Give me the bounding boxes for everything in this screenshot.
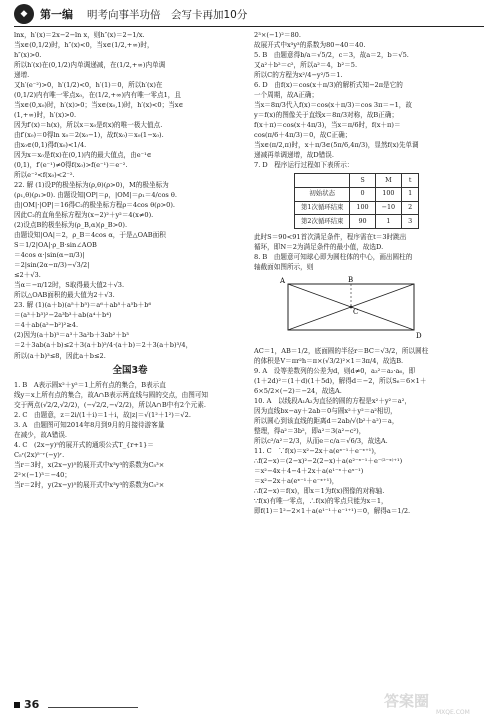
left-solution-lines [14, 30, 246, 361]
table-cell: 1 [402, 187, 419, 201]
text-line: y＝f(x)的图像关于直线x＝8π/3对称，故B正确； [254, 111, 399, 120]
text-line: ＝2|sin(2α−π/3)−√3/2| [14, 261, 90, 270]
right-column [254, 30, 486, 517]
text-line: ∴f(2−x)＝(2−x)²−2(2−x)＋a(e²⁻ˣ⁻¹＋e⁻⁽²⁻ˣ⁾⁺¹) [254, 457, 403, 466]
text-line: 又h′(e⁻²)>0，h′(1/2)<0，h′(1)＝0，所以h′(x)在 [14, 81, 163, 90]
text-line: (ρ₁,θ)(ρ₁>0). 由题设知|OP|＝ρ，|OM|＝ρ₁＝4/cos θ. [14, 191, 177, 200]
text-line: 所以△OAB面积的最大值为2＋√3. [14, 291, 115, 300]
text-line: 所以C的方程为x²/4−y²/5＝1. [254, 71, 343, 80]
watermark-text: 答案圈 [384, 692, 430, 710]
text-line: (1＋2d)²＝(1＋d)(1＋5d)，解得d＝−2，所以S₆＝6×1＋ [254, 377, 427, 386]
book-logo-icon: ◆ [14, 4, 34, 24]
table-cell: 2 [402, 201, 419, 215]
text-line: AC＝1，AB＝1/2，底面圆的半径r＝BC＝√3/2，所以圆柱 [254, 347, 429, 356]
text-line: ∴f(2−x)＝f(x)，即x＝1为f(x)图像的对称轴. [254, 487, 385, 496]
right-solution-lines-after [254, 346, 486, 516]
text-line: 8. B 由题意可知球心即为圆柱体的中心，画出圆柱的 [254, 253, 413, 262]
text-line: 循环，即N＝2为满足条件的最小值，故选D. [254, 243, 384, 252]
table-cell: 0 [350, 187, 375, 201]
text-line: 即f(1)＝1²−2×1＋a(e¹⁻¹＋e⁻¹⁺¹)＝0，解得a＝1/2. [254, 507, 411, 516]
right-solution-lines-mid [254, 232, 486, 272]
text-line: 23. 解 (1)(a＋b)(a⁵＋b⁵)＝a⁶＋ab⁵＋a⁵b＋b⁶ [14, 301, 152, 310]
text-line: 因为直线bx−ay＋2ab＝0与圆x²＋y²＝a²相切， [254, 407, 397, 416]
text-line: 3. A 由题图可知2014年8月到9月的月接待游客量 [14, 421, 165, 430]
text-line: ＝x²−2x＋a(eˣ⁻¹＋e⁻ˣ⁺¹)， [254, 477, 339, 486]
text-line: 因为f′(x)＝h(x)，所以x＝x₀是f(x)的唯一极大值点. [14, 121, 163, 130]
text-line: ＝4＋ab(a²−b²)²≥4. [14, 321, 79, 330]
left-solution-lines-after [14, 380, 246, 490]
label-b: B [348, 276, 354, 285]
text-line: h″(x)>0. [14, 51, 42, 60]
text-line: 的体积是V＝πr²h＝π×(√3/2)²×1＝3π/4，故选B. [254, 357, 404, 366]
text-line: 由题设知|OA|＝2，ρ_B＝4cos α，于是△OAB面积 [14, 231, 166, 240]
text-line: 因为x＝x₀是f(x)在(0,1)内的最大值点，由e⁻¹∈ [14, 151, 152, 160]
table-cell: 初始状态 [295, 187, 350, 201]
table-cell: 第1次循环结束 [295, 201, 350, 215]
text-line: ＝4cos α·|sin(α−π/3)| [14, 251, 85, 260]
text-line: (2)因为(a＋b)³＝a³＋3a²b＋3ab²＋b³ [14, 331, 129, 340]
text-line: 由x₀∈(0,1)得f(x₀)<1/4. [14, 141, 87, 150]
text-line: 递增. [14, 71, 30, 80]
text-line: 4. C (2x−y)⁵的展开式的通项公式T_{r+1}＝ [14, 441, 154, 450]
text-line: 所以(a＋b)³≤8，因此a＋b≤2. [14, 351, 106, 360]
table-cell: −10 [375, 201, 402, 215]
text-line: 1. B A表示圆x²＋y²＝1上所有点的集合，B表示直 [14, 380, 166, 389]
text-line: 交于两点(√2/2,√2/2)，(−√2/2,−√2/2)，所以A∩B中有2个元素. [14, 400, 206, 409]
label-a: A [280, 277, 286, 286]
right-solution-lines [254, 30, 486, 170]
cylinder-axial-section-figure [276, 274, 486, 343]
text-line: cos(π/6＋4π/3)＝0，故C正确； [254, 131, 352, 140]
table-cell: 100 [350, 201, 375, 215]
table-row [295, 201, 419, 215]
text-line: ∵f(x)有唯一零点，∴f(x)的零点只能为x＝1， [254, 497, 388, 506]
text-line: 递减再单调递增，故D错误. [254, 151, 334, 160]
label-d: D [416, 332, 422, 341]
table-row [295, 187, 419, 201]
text-line: 由f′(x₀)＝0得ln x₀＝2(x₀−1)，故f(x₀)＝x₀(1−x₀). [14, 131, 164, 140]
text-line: 在减少，故A错误. [14, 431, 68, 440]
text-line: 由|OM|·|OP|＝16得C₂的极坐标方程ρ＝4cos θ(ρ>0). [14, 201, 176, 210]
table-cell [295, 174, 350, 188]
text-line: 9. A 设等差数列的公差为d，则d≠0，a₃²＝a₂·a₆，即 [254, 367, 416, 376]
text-line: 7. D 程序运行过程如下表所示： [254, 161, 354, 170]
text-line: 10. A 以线段A₁A₂为直径的圆的方程是x²＋y²＝a²， [254, 397, 411, 406]
table-cell: 100 [375, 187, 402, 201]
text-line: 此时S＝90<91首次满足条件，程序需在t＝3时跳出 [254, 233, 407, 242]
text-line: 6. D 由f(x)＝cos(x＋π/3)的解析式知−2π是它的 [254, 81, 403, 90]
text-line: 因此C₂的直角坐标方程为(x−2)²＋y²＝4(x≠0). [14, 211, 154, 220]
watermark-subtext: MXQE.COM [436, 709, 470, 716]
text-line: (2)设点B的极坐标为(ρ_B,α)(ρ_B>0). [14, 221, 128, 230]
table-cell: 第2次循环结束 [295, 215, 350, 229]
page-footer [14, 698, 39, 711]
table-cell: 1 [375, 215, 402, 229]
rectangle-diagram [276, 274, 426, 340]
footer-rule [48, 707, 138, 708]
table-cell: M [375, 174, 402, 188]
text-line: 整理，得a²＝3b²，即a²＝3(a²−c²)， [254, 427, 366, 436]
table-cell: S [350, 174, 375, 188]
text-line: 所以圆心到该直线的距离d＝2ab/√(b²＋a²)＝a， [254, 417, 399, 426]
text-line: ＝x²−4x＋4−4＋2x＋a(e¹⁻ˣ＋eˣ⁻¹) [254, 467, 364, 476]
part-label: 第一编 [40, 8, 73, 21]
text-line: 又a²＋b²＝c²，所以a²＝4，b²＝5. [254, 61, 358, 70]
table-cell: 3 [402, 215, 419, 229]
text-line: 当r＝3时，x(2x−y)⁵的展开式中x³y³的系数为C₅³× [14, 461, 165, 470]
text-line: 当r＝2时，y(2x−y)⁵的展开式中x³y³的系数为C₅²× [14, 481, 165, 490]
text-line: (0,1)，f′(e⁻¹)≠0得f(x₀)>f(e⁻¹)＝e⁻². [14, 161, 128, 170]
text-line: 故展开式中x³y³的系数为80−40＝40. [254, 41, 366, 50]
table-cell: t [402, 174, 419, 188]
text-line: ＝2＋3ab(a＋b)≤2＋3(a＋b)²/4·(a＋b)＝2＋3(a＋b)³/4， [14, 341, 193, 350]
section-title: 全国3卷 [112, 364, 148, 376]
text-line: (1,+∞)时，h′(x)>0. [14, 111, 77, 120]
text-line: S＝1/2|OA|·ρ_B·sin∠AOB [14, 241, 97, 250]
table-row [295, 215, 419, 229]
square-bullet-icon [14, 702, 20, 708]
page-header [14, 2, 484, 27]
text-line: 2³×(−1)²＝80. [254, 31, 301, 39]
text-line: 2²×(−1)³＝−40； [14, 471, 71, 480]
text-line: 11. C ∵f(x)＝x²−2x＋a(eˣ⁻¹＋e⁻ˣ⁺¹)， [254, 447, 381, 456]
text-line: ＝(a³＋b³)²−2a³b³＋ab(a⁴＋b⁴) [14, 311, 112, 320]
text-line: 当x＝8π/3代入f(x)＝cos(x＋π/3)＝cos 3π＝−1，故 [254, 101, 412, 110]
text-line: (0,1/2)内有唯一零点x₀，在(1/2,+∞)内有唯一零点1，且 [14, 91, 181, 100]
text-line: 当x∈(π/2,π)时，x＋π/3∈(5π/6,4π/3)，显然f(x)先单调 [254, 141, 419, 150]
text-line: 一个周期，故A正确； [254, 91, 319, 100]
text-line: 当x∈(0,x₀)时，h′(x)>0；当x∈(x₀,1)时，h′(x)<0；当x∈ [14, 101, 184, 110]
program-table [294, 173, 419, 229]
watermark-logo [380, 688, 490, 716]
text-line: f(x＋π)＝cos(x＋4π/3)，当x＝π/6时，f(x＋π)＝ [254, 121, 401, 130]
left-column [14, 30, 246, 490]
table-row [295, 174, 419, 188]
text-line: 当α＝−π/12时，S取得最大值2＋√3. [14, 281, 125, 290]
page-number: 36 [24, 698, 40, 711]
text-line: lnx，h′(x)＝2x−2−ln x，则h″(x)＝2−1/x. [14, 31, 145, 39]
text-line: C₅ʳ(2x)⁵⁻ʳ(−y)ʳ. [14, 451, 65, 460]
text-line: 5. B 由题意得b/a＝√5/2，c＝3，故a＝2，b＝√5. [254, 51, 409, 60]
header-slogan: 明考向事半功倍 会写卡再加10分 [87, 8, 248, 21]
label-c: C [353, 308, 359, 317]
text-line: 线y＝x上所有点的集合，故A∩B表示两直线与圆的交点，由图可知 [14, 390, 209, 399]
text-line: 2. C 由题意，z＝2i/(1＋i)＝1＋i，故|z|＝√(1²＋1²)＝√2. [14, 411, 191, 419]
text-line: 当x∈(0,1/2)时，h″(x)<0，当x∈(1/2,+∞)时， [14, 41, 154, 50]
text-line: 6×5/2×(−2)＝−24，故选A. [254, 387, 342, 396]
text-line: 轴截面如图所示，则 [254, 263, 314, 272]
text-line: 22. 解 (1)设P的极坐标为(ρ,θ)(ρ>0)，M的极坐标为 [14, 181, 169, 190]
text-line: 所以c²/a²＝2/3，从而e＝c/a＝√6/3，故选A. [254, 437, 388, 446]
text-line: 所以e⁻²<f(x₀)<2⁻². [14, 171, 75, 180]
table-cell: 90 [350, 215, 375, 229]
text-line: 所以h′(x)在(0,1/2)内单调递减，在(1/2,+∞)内单调 [14, 61, 166, 70]
text-line: ≤2＋√3. [14, 271, 41, 280]
